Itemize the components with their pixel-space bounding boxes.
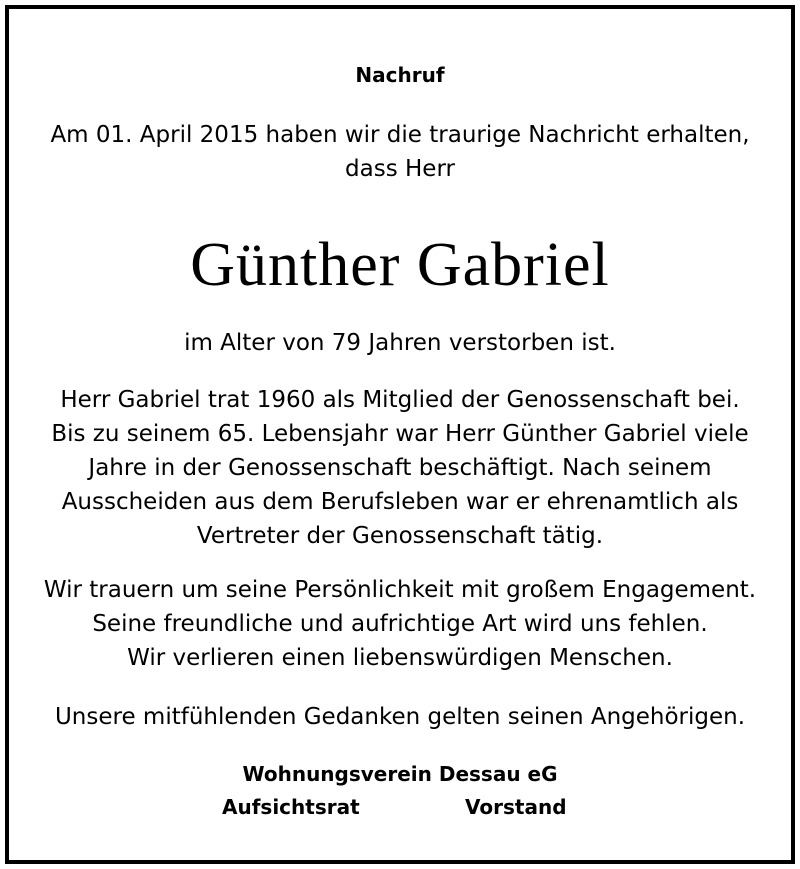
- intro-text: [0, 118, 800, 186]
- paragraph-3-line: Unsere mitfühlenden Gedanken gelten seinen Angehörigen.: [54, 704, 746, 730]
- paragraph-2-line: Wir verlieren einen liebenswürdigen Menschen.: [127, 645, 673, 671]
- deceased-name: Günther Gabriel: [190, 231, 610, 299]
- paragraph-1-line: Vertreter der Genossenschaft tätig.: [196, 523, 604, 549]
- age-line: im Alter von 79 Jahren verstorben ist.: [184, 330, 616, 356]
- intro-line-1: Am 01. April 2015 haben wir die traurige Nachricht erhalten,: [50, 122, 750, 148]
- signatory-supervisory-board: Aufsichtsrat: [222, 795, 360, 819]
- organization-name: Wohnungsverein Dessau eG: [242, 762, 558, 786]
- paragraph-1-line: Jahre in der Genossenschaft beschäftigt. Nach seinem: [88, 455, 712, 481]
- paragraph-1-line: Herr Gabriel trat 1960 als Mitglied der Genossenschaft bei.: [60, 387, 740, 413]
- notice-heading: Nachruf: [355, 63, 445, 87]
- paragraph-1-line: Ausscheiden aus dem Berufsleben war er ehrenamtlich als: [61, 489, 739, 515]
- paragraph-1-line: Bis zu seinem 65. Lebensjahr war Herr Günther Gabriel viele: [51, 421, 749, 447]
- signatory-executive-board: Vorstand: [465, 795, 567, 819]
- paragraph-2-line: Seine freundliche und aufrichtige Art wird uns fehlen.: [92, 611, 708, 637]
- intro-line-2: dass Herr: [345, 156, 455, 182]
- paragraph-2-line: Wir trauern um seine Persönlichkeit mit großem Engagement.: [43, 577, 757, 603]
